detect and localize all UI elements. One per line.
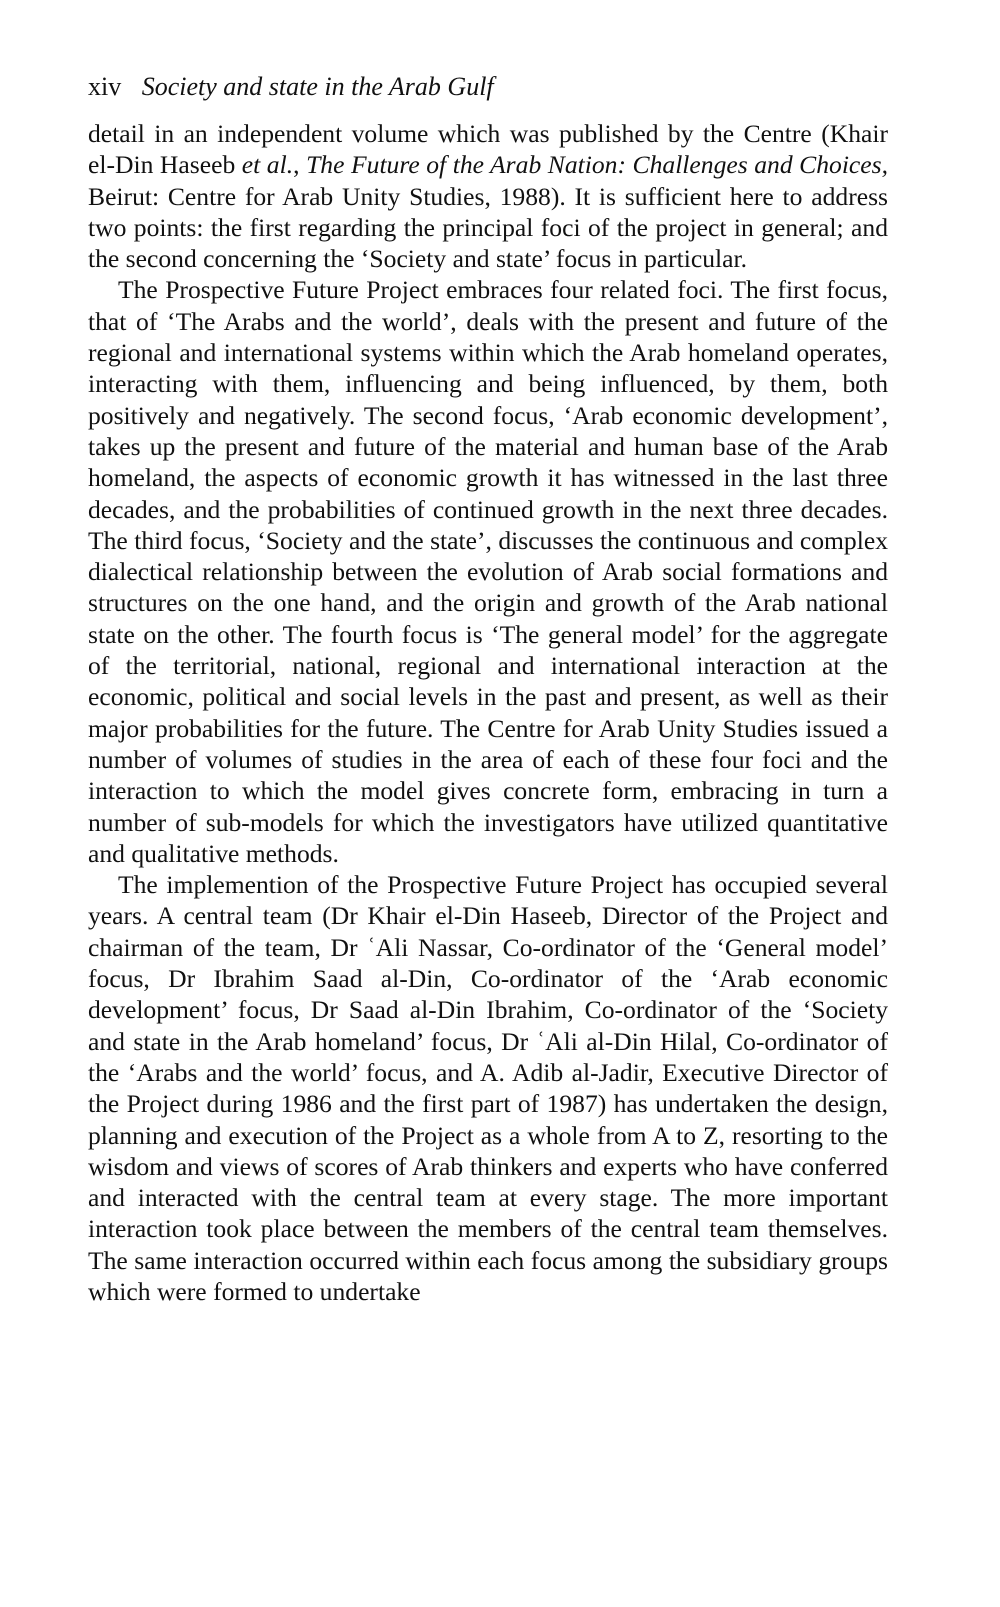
italic-text-run: et al. — [241, 150, 294, 180]
book-page — [88, 70, 888, 1307]
page-number: xiv — [88, 72, 122, 101]
paragraph-2 — [88, 274, 888, 869]
body-text — [88, 118, 888, 1307]
running-head — [88, 70, 888, 104]
text-run: , — [293, 150, 307, 180]
text-run: The Prospective Future Project embraces four related foci. The first focus, that of ‘The Arabs and the world’, deals with the present and future of the regional and international systems within which the Arab homeland operates, interacting with them, influencing and being influenced, by them, both positively and negatively. The second focus, ‘Arab economic development’, takes up the present and future of the material and human base of the Arab homeland, the aspects of economic growth it has witnessed in the last three decades, and the probabilities of continued growth in the next three decades. The third focus, ‘Society and the state’, discusses the continuous and complex dialectical relationship between the evolution of Arab social formations and structures on the one hand, and the origin and growth of the Arab national state on the other. The fourth focus is ‘The general model’ for the aggregate of the territorial, national, regional and international interaction at the economic, political and social levels in the past and present, as well as their major probabilities for the future. The Centre for Arab Unity Studies issued a number of volumes of studies in the area of each of these four foci and the interaction to which the model gives concrete form, embracing in turn a number of sub-models for which the investigators have utilized quantitative and qualitative methods. — [88, 275, 888, 868]
italic-text-run: The Future of the Arab Nation: Challenges and Choices, — [306, 150, 889, 180]
text-run: The implemention of the Prospective Future Project has occupied several years. A central team (Dr Khair el-Din Haseeb, Director of the Project and chairman of the team, Dr ʿAli Nassar, Co-ordinator of the ‘General model’ focus, Dr Ibrahim Saad al-Din, Co-ordinator of the ‘Arab economic development’ focus, Dr Saad al-Din Ibrahim, Co-ordinator of the ‘Society and state in the Arab homeland’ focus, Dr ʿAli al-Din Hilal, Co-ordinator of the ‘Arabs and the world’ focus, and A. Adib al-Jadir, Executive Director of the Project during 1986 and the first part of 1987) has undertaken the design, planning and execution of the Project as a whole from A to Z, resorting to the wisdom and views of scores of Arab thinkers and experts who have conferred and interacted with the central team at every stage. The more important interaction took place between the members of the central team themselves. The same interaction occurred within each focus among the subsidiary groups which were formed to undertake — [88, 870, 888, 1306]
text-run: detail in an independent volume which was published by the Centre (Khair el-Din Haseeb — [88, 119, 888, 180]
paragraph-3 — [88, 869, 888, 1307]
text-run: Beirut: Centre for Arab Unity Studies, 1988). It is sufficient here to address two points: the first regarding the principal foci of the project in general; and the second concerning the ‘Society and state’ focus in particular. — [88, 181, 888, 274]
running-head-title: Society and state in the Arab Gulf — [141, 72, 494, 101]
paragraph-1 — [88, 118, 888, 274]
